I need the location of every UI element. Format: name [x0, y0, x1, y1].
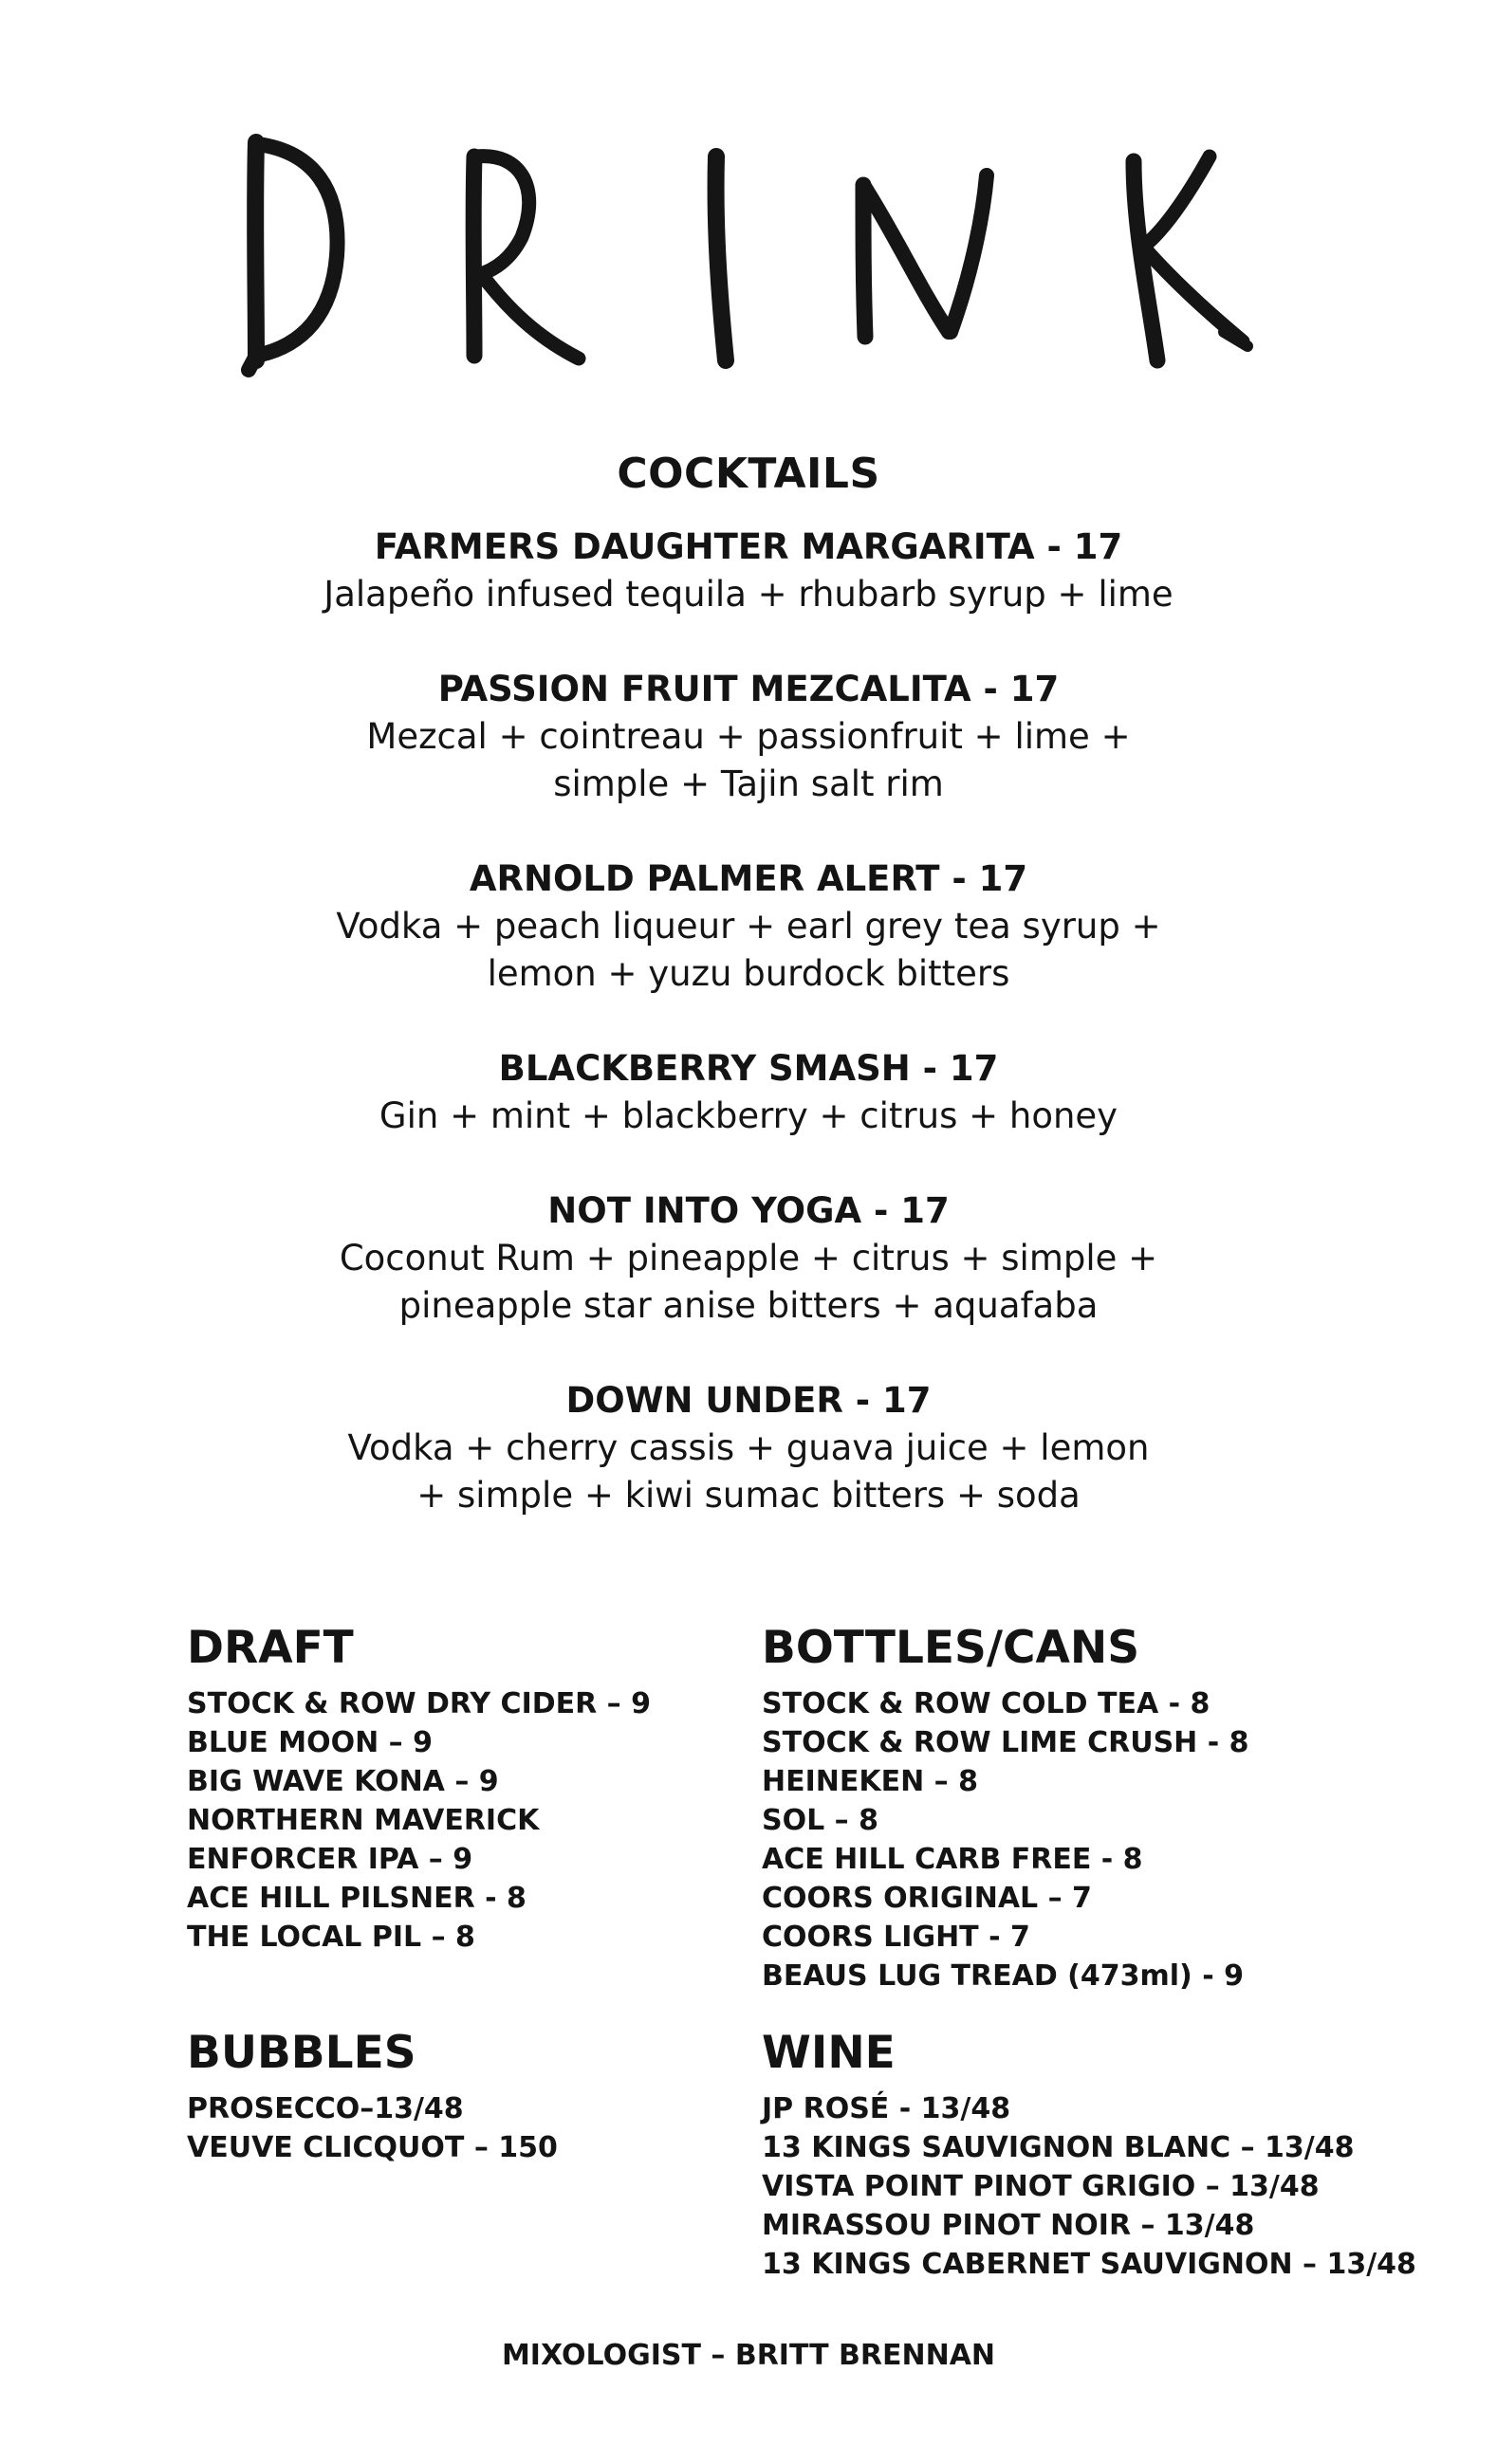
list-item: SOL – 8 [762, 1804, 878, 1837]
mixologist-credit: MIXOLOGIST – BRITT BRENNAN [501, 2339, 996, 2372]
cocktail-item [274, 1187, 1223, 1330]
bottles-cans-list [762, 1684, 1445, 1995]
cocktail-item [274, 524, 1223, 618]
cocktail-name: FARMERS DAUGHTER MARGARITA - 17 [374, 526, 1123, 567]
bottles-cans-title: BOTTLES/CANS [762, 1622, 1140, 1674]
cocktail-item [274, 1045, 1223, 1140]
cocktail-name: PASSION FRUIT MEZCALITA - 17 [437, 669, 1060, 709]
list-item: THE LOCAL PIL – 8 [187, 1921, 475, 1954]
list-item: BLUE MOON – 9 [187, 1726, 433, 1759]
list-item: BIG WAVE KONA – 9 [187, 1765, 499, 1798]
list-item: VEUVE CLICQUOT – 150 [187, 2131, 558, 2164]
list-item: PROSECCO–13/48 [187, 2092, 464, 2125]
cocktail-description: Gin + mint + blackberry + citrus + honey [379, 1095, 1118, 1136]
list-item: VISTA POINT PINOT GRIGIO – 13/48 [762, 2170, 1320, 2203]
list-item: COORS LIGHT - 7 [762, 1921, 1030, 1954]
list-item: 13 KINGS SAUVIGNON BLANC – 13/48 [762, 2131, 1355, 2164]
cocktail-item [274, 1377, 1223, 1519]
bubbles-title: BUBBLES [187, 2027, 416, 2079]
cocktail-description: Mezcal + cointreau + passionfruit + lime + simple + Tajin salt rim [366, 716, 1131, 804]
cocktail-description: Vodka + cherry cassis + guava juice + lemon + simple + kiwi sumac bitters + soda [347, 1427, 1150, 1516]
cocktail-name: NOT INTO YOGA - 17 [547, 1190, 950, 1231]
wine-section [762, 2025, 1445, 2284]
list-item: 13 KINGS CABERNET SAUVIGNON – 13/48 [762, 2248, 1416, 2281]
draft-title: DRAFT [187, 1622, 354, 1674]
list-item: COORS ORIGINAL – 7 [762, 1882, 1092, 1915]
list-item: STOCK & ROW LIME CRUSH - 8 [762, 1726, 1249, 1759]
drink-logo [237, 133, 1262, 398]
bottles-cans-section [762, 1620, 1445, 1995]
cocktail-item [274, 855, 1223, 998]
list-item: MIRASSOU PINOT NOIR – 13/48 [762, 2209, 1255, 2242]
cocktail-item [274, 666, 1223, 808]
list-item: HEINEKEN – 8 [762, 1765, 978, 1798]
list-item: NORTHERN MAVERICK [187, 1804, 540, 1837]
list-item: STOCK & ROW COLD TEA - 8 [762, 1687, 1211, 1720]
wine-title: WINE [762, 2027, 896, 2079]
list-item: BEAUS LUG TREAD (473ml) - 9 [762, 1959, 1244, 1993]
cocktail-description: Vodka + peach liqueur + earl grey tea syrup + lemon + yuzu burdock bitters [336, 906, 1161, 994]
cocktail-description: Jalapeño infused tequila + rhubarb syrup + lime [323, 574, 1174, 615]
cocktail-description: Coconut Rum + pineapple + citrus + simple + pineapple star anise bitters + aquafaba [339, 1238, 1158, 1326]
list-item: ACE HILL CARB FREE - 8 [762, 1843, 1143, 1876]
list-item: ACE HILL PILSNER - 8 [187, 1882, 527, 1915]
cocktail-name: BLACKBERRY SMASH - 17 [498, 1048, 999, 1089]
cocktails-title: COCKTAILS [617, 450, 880, 498]
cocktail-name: ARNOLD PALMER ALERT - 17 [469, 858, 1028, 899]
cocktails-section [0, 446, 1497, 1567]
cocktail-name: DOWN UNDER - 17 [565, 1380, 932, 1421]
list-item: ENFORCER IPA – 9 [187, 1843, 473, 1876]
drink-logo-art [237, 133, 1262, 398]
wine-list [762, 2089, 1445, 2284]
list-item: STOCK & ROW DRY CIDER – 9 [187, 1687, 651, 1720]
list-item: JP ROSÉ - 13/48 [762, 2092, 1011, 2125]
